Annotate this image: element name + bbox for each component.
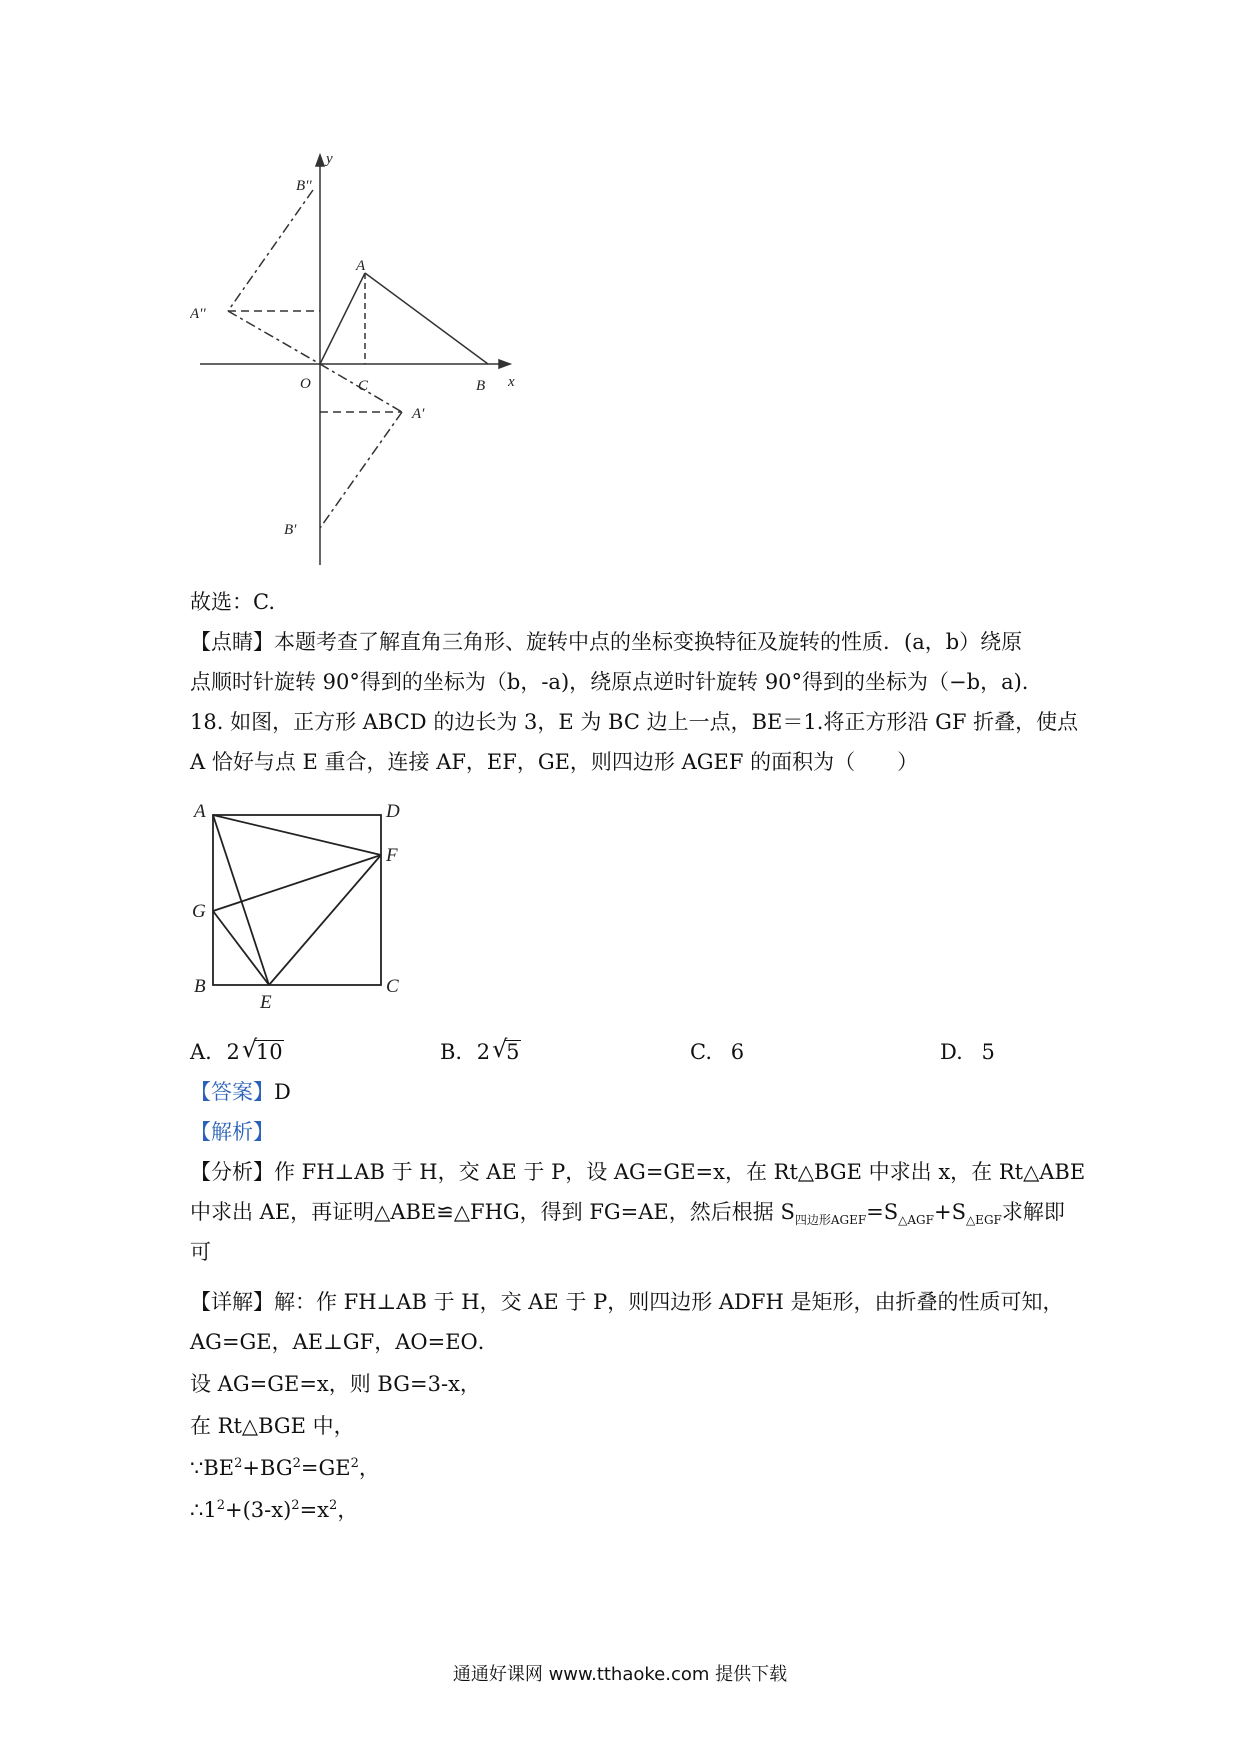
footer: 通通好课网 www.tthaoke.com 提供下载	[452, 1664, 788, 1685]
label-B: B	[476, 378, 486, 394]
label-D: D	[386, 801, 400, 822]
analysis-tag: 【解析】	[190, 1120, 274, 1144]
segment-AB	[365, 273, 488, 364]
sqrt-symbol: √ 5	[492, 1035, 520, 1064]
detail-line-3: 设 AG=GE=x，则 BG=3-x，	[190, 1372, 481, 1396]
label-B: B	[194, 976, 206, 997]
option-b[interactable]: B. 2 √ 5	[440, 1035, 520, 1064]
segment-A1-B1	[320, 412, 402, 528]
segment-AE	[213, 815, 269, 985]
sqrt-symbol: √ 10	[241, 1035, 283, 1064]
detail-line-2: AG=GE，AE⊥GF，AO=EO．	[190, 1330, 499, 1354]
label-E: E	[260, 992, 272, 1013]
option-c[interactable]: C. 6	[690, 1040, 745, 1064]
detail-tag: 【详解】	[190, 1290, 274, 1314]
fenxi-line-3: 可	[190, 1240, 211, 1264]
answer-line	[190, 1078, 291, 1106]
label-B1: B′	[284, 522, 297, 538]
segment-OA	[320, 273, 365, 364]
square-ABCD	[213, 815, 381, 985]
segment-AF	[213, 815, 381, 855]
label-A: A	[194, 801, 206, 822]
segment-B2-A2	[228, 190, 313, 311]
y-axis-arrow	[316, 155, 324, 166]
text-line-1: 故选：C.	[190, 590, 275, 614]
detail-line-6: $\therefore 1^2+(3-x)^2=x^2$，	[190, 1498, 359, 1522]
label-O: O	[300, 376, 311, 392]
label-B2: B''	[296, 178, 312, 194]
fenxi-line-1: 【分析】作 FH⊥AB 于 H，交 AE 于 P，设 AG=GE=x，在 Rt△BGE 中求出 x，在 Rt△ABE	[190, 1160, 1086, 1184]
label-A2: A''	[190, 306, 206, 322]
detail-line-4: 在 Rt△BGE 中，	[190, 1414, 355, 1438]
label-C: C	[386, 976, 399, 997]
label-y: y	[326, 151, 333, 167]
label-G: G	[192, 901, 206, 922]
option-a[interactable]: A. 2 √ 10	[190, 1035, 283, 1064]
label-A: A	[356, 258, 366, 274]
option-d[interactable]: D. 5	[940, 1040, 995, 1064]
fenxi-tag: 【分析】	[190, 1160, 274, 1184]
label-F: F	[386, 845, 398, 866]
label-A1: A′	[412, 406, 425, 422]
label-x: x	[508, 374, 515, 390]
question-18-line-1: 18. 如图，正方形 ABCD 的边长为 3，E 为 BC 边上一点，BE＝1.将正方形沿 GF 折叠，使点	[190, 710, 1079, 734]
text-line-2: 【点睛】本题考查了解直角三角形、旋转中点的坐标变换特征及旋转的性质．(a，b）绕原	[190, 630, 1023, 654]
detail-line-1: 【详解】解：作 FH⊥AB 于 H，交 AE 于 P，则四边形 ADFH 是矩形，由折叠的性质可知，	[190, 1290, 1064, 1314]
answer-value: D	[274, 1080, 291, 1104]
text-line-3: 点顺时针旋转 90°得到的坐标为（b，-a)，绕原点逆时针旋转 90°得到的坐标为（−b，a).	[190, 670, 1029, 694]
answer-tag: 【答案】	[190, 1080, 274, 1104]
rotation-diagram	[190, 150, 530, 580]
dianjing-tag: 【点睛】	[190, 630, 274, 654]
fenxi-line-2: 中求出 AE，再证明△ABE≌△FHG，得到 FG=AE，然后根据 $S_{四边形AGEF}=S_{\triangle AGF}+S_{\triangle EGF}$求解即	[190, 1200, 1065, 1228]
question-18-line-2: A 恰好与点 E 重合，连接 AF，EF，GE，则四边形 AGEF 的面积为（ ）	[190, 750, 919, 774]
segment-GE	[213, 911, 269, 985]
detail-line-5: $\because BE^2+BG^2=GE^2$，	[190, 1456, 380, 1480]
square-fold-diagram	[190, 800, 420, 1015]
label-C: C	[358, 378, 369, 394]
segment-A2-O	[228, 311, 320, 364]
x-axis-arrow	[499, 360, 510, 368]
